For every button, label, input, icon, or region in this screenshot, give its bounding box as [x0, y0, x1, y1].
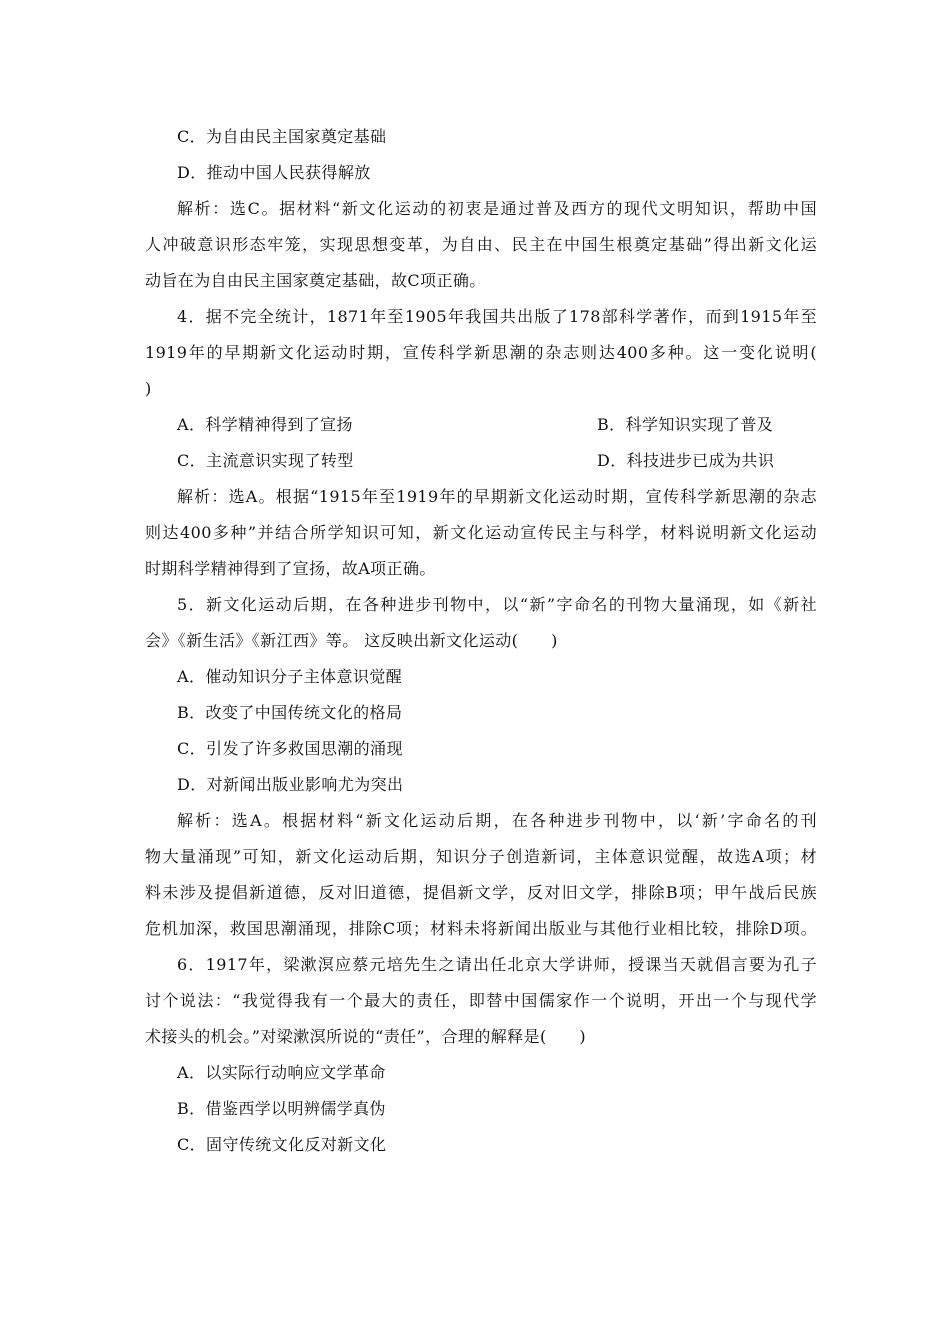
- q4-option-a: A．科学精神得到了宣扬: [177, 415, 353, 434]
- q6-option-c: C．固守传统文化反对新文化: [177, 1135, 387, 1154]
- q4-analysis-line: 则达400多种”并结合所学知识可知，新文化运动宣传民主与科学，材料说明新文化运动: [145, 523, 817, 542]
- q5-analysis-line: 解析：选A。根据材料“新文化运动后期，在各种进步刊物中，以‘新’字命名的刊: [177, 811, 817, 830]
- q4-stem-line: 4．据不完全统计，1871年至1905年我国共出版了178部科学著作，而到1915年至: [177, 307, 817, 326]
- q4-analysis-line: 解析：选A。根据“1915年至1919年的早期新文化运动时期，宣传科学新思潮的杂志: [177, 487, 817, 506]
- q4-option-b: B．科学知识实现了普及: [597, 415, 774, 434]
- q6-stem-line: 6．1917年，梁漱溟应蔡元培先生之请出任北京大学讲师，授课当天就倡言要为孔子: [177, 955, 817, 974]
- q3-analysis-line: 动旨在为自由民主国家奠定基础，故C项正确。: [145, 271, 486, 290]
- q4-stem-line: ): [145, 379, 152, 398]
- q6-option-b: B．借鉴西学以明辨儒学真伪: [177, 1099, 386, 1118]
- q4-option-d: D．科技进步已成为共识: [597, 451, 775, 470]
- q5-option-a: A．催动知识分子主体意识觉醒: [177, 667, 403, 686]
- q5-stem-line: 会》《新生活》《新江西》等。 这反映出新文化运动( ): [145, 631, 558, 650]
- q4-stem-line: 1919年的早期新文化运动时期，宣传科学新思潮的杂志则达400多种。这一变化说明(: [145, 343, 817, 362]
- q3-option-c: C．为自由民主国家奠定基础: [177, 127, 387, 146]
- q6-stem-line: 讨个说法：“我觉得我有一个最大的责任，即替中国儒家作一个说明，开出一个与现代学: [145, 991, 817, 1010]
- q3-analysis-line: 解析：选C。据材料“新文化运动的初衷是通过普及西方的现代文明知识，帮助中国: [177, 199, 817, 218]
- q3-analysis-line: 人冲破意识形态牢笼，实现思想变革，为自由、民主在中国生根奠定基础”得出新文化运: [145, 235, 817, 254]
- q5-option-d: D．对新闻出版业影响尤为突出: [177, 775, 404, 794]
- q5-analysis-line: 危机加深，救国思潮涌现，排除C项；材料未将新闻出版业与其他行业相比较，排除D项。: [145, 919, 817, 938]
- q5-analysis-line: 料未涉及提倡新道德，反对旧道德，提倡新文学，反对旧文学，排除B项；甲午战后民族: [145, 883, 817, 902]
- q5-stem-line: 5．新文化运动后期，在各种进步刊物中，以“新”字命名的刊物大量涌现，如《新社: [177, 595, 817, 614]
- q5-analysis-line: 物大量涌现”可知，新文化运动后期，知识分子创造新词，主体意识觉醒，故选A项；材: [145, 847, 817, 866]
- q6-stem-line: 术接头的机会。”对梁漱溟所说的“责任”，合理的解释是( ): [145, 1027, 587, 1046]
- q6-option-a: A．以实际行动响应文学革命: [177, 1063, 386, 1082]
- q4-option-c: C．主流意识实现了转型: [177, 451, 354, 470]
- q5-option-c: C．引发了许多救国思潮的涌现: [177, 739, 403, 758]
- q4-analysis-line: 时期科学精神得到了宣扬，故A项正确。: [145, 559, 436, 578]
- q3-option-d: D．推动中国人民获得解放: [177, 163, 371, 182]
- q5-option-b: B．改变了中国传统文化的格局: [177, 703, 403, 722]
